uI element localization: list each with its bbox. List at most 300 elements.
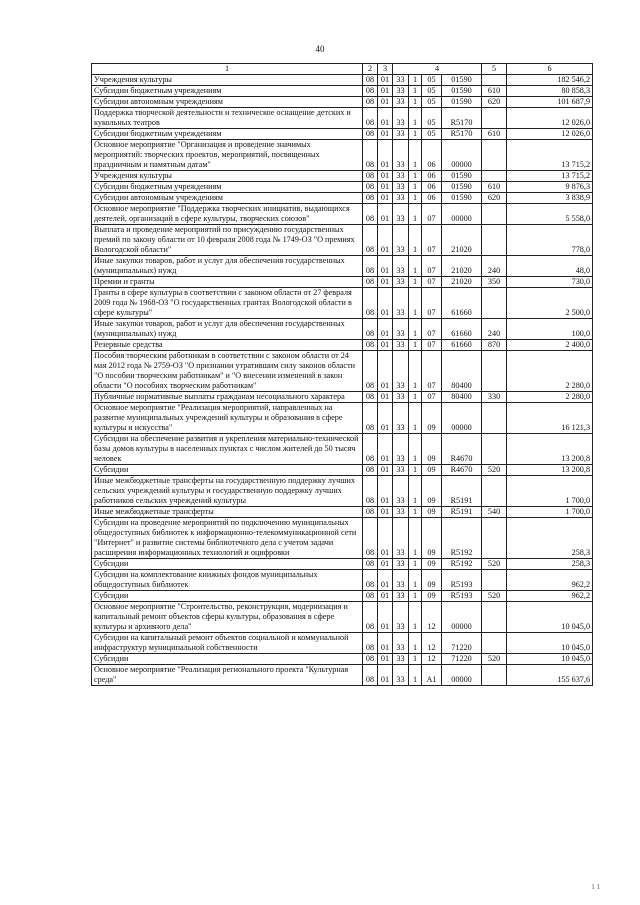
row-amount: 80 858,3 — [507, 86, 593, 97]
row-code-cell: 240 — [482, 319, 507, 340]
row-code-cell: 09 — [422, 559, 442, 570]
row-code-cell: 01 — [378, 256, 393, 277]
row-code-cell: 520 — [482, 559, 507, 570]
table-row — [92, 75, 593, 86]
row-code-cell: 33 — [393, 476, 409, 507]
row-code-cell: 01590 — [442, 75, 482, 86]
row-code-cell: 01 — [378, 602, 393, 633]
row-name: Иные закупки товаров, работ и услуг для обеспечения государственных (муниципальных) нужд — [92, 256, 363, 277]
row-code-cell: 1 — [409, 633, 422, 654]
row-code-cell: 1 — [409, 351, 422, 392]
row-code-cell: 01 — [378, 171, 393, 182]
row-code-cell: 08 — [363, 518, 378, 559]
row-code-cell: 09 — [422, 465, 442, 476]
row-code-cell — [482, 108, 507, 129]
table-row — [92, 86, 593, 97]
row-code-cell: 07 — [422, 256, 442, 277]
row-code-cell: 80400 — [442, 392, 482, 403]
row-code-cell: 610 — [482, 86, 507, 97]
row-amount: 100,0 — [507, 319, 593, 340]
row-code-cell: 01 — [378, 665, 393, 686]
row-code-cell: 33 — [393, 602, 409, 633]
table-row — [92, 507, 593, 518]
row-code-cell: 08 — [363, 319, 378, 340]
row-code-cell: 33 — [393, 340, 409, 351]
row-code-cell: 620 — [482, 97, 507, 108]
row-code-cell: 06 — [422, 171, 442, 182]
row-code-cell: 08 — [363, 225, 378, 256]
row-code-cell: 09 — [422, 476, 442, 507]
row-code-cell: 09 — [422, 507, 442, 518]
row-name: Основное мероприятие "Реализация регионального проекта "Культурная среда" — [92, 665, 363, 686]
row-code-cell: 33 — [393, 97, 409, 108]
row-code-cell: 1 — [409, 465, 422, 476]
row-name: Гранты в сфере культуры в соответствии с законом области от 27 февраля 2009 года № 1968-ОЗ "О государственных грантах Вологодской области в сфере культуры" — [92, 288, 363, 319]
budget-table — [91, 63, 593, 686]
row-code-cell: 61660 — [442, 319, 482, 340]
row-code-cell: 1 — [409, 507, 422, 518]
row-code-cell: 01 — [378, 75, 393, 86]
row-code-cell: 08 — [363, 256, 378, 277]
row-code-cell: 01 — [378, 193, 393, 204]
row-code-cell: 01 — [378, 97, 393, 108]
row-code-cell: 01 — [378, 465, 393, 476]
row-name: Субсидии на капитальный ремонт объектов социальной и коммунальной инфраструктур муниципальной собственности — [92, 633, 363, 654]
row-code-cell: 00000 — [442, 140, 482, 171]
row-code-cell: 01 — [378, 403, 393, 434]
row-amount: 101 687,9 — [507, 97, 593, 108]
row-code-cell: 09 — [422, 570, 442, 591]
row-name: Иные межбюджетные трансферты — [92, 507, 363, 518]
row-code-cell: 520 — [482, 654, 507, 665]
row-code-cell: 33 — [393, 129, 409, 140]
row-code-cell: 07 — [422, 392, 442, 403]
row-code-cell — [482, 351, 507, 392]
row-code-cell: R5193 — [442, 591, 482, 602]
table-row — [92, 129, 593, 140]
row-code-cell: R5170 — [442, 108, 482, 129]
header-cell: 1 — [92, 64, 363, 75]
row-code-cell — [482, 288, 507, 319]
row-code-cell: 07 — [422, 204, 442, 225]
table-row — [92, 403, 593, 434]
row-code-cell: 33 — [393, 171, 409, 182]
row-name: Основное мероприятие "Организация и проведение значимых мероприятий: творческих проектов, мероприятий, посвященных праздничным и памятным датам" — [92, 140, 363, 171]
header-cell: 6 — [507, 64, 593, 75]
row-code-cell: 05 — [422, 108, 442, 129]
row-code-cell: 540 — [482, 507, 507, 518]
row-code-cell: 08 — [363, 182, 378, 193]
row-code-cell: 00000 — [442, 602, 482, 633]
row-code-cell: 08 — [363, 392, 378, 403]
row-code-cell: 08 — [363, 591, 378, 602]
row-code-cell: 71220 — [442, 633, 482, 654]
table-row — [92, 476, 593, 507]
row-code-cell: 1 — [409, 591, 422, 602]
row-code-cell: A1 — [422, 665, 442, 686]
table-row — [92, 654, 593, 665]
table-row — [92, 340, 593, 351]
row-code-cell: 08 — [363, 340, 378, 351]
table-header-row — [92, 64, 593, 75]
table-row — [92, 351, 593, 392]
row-name: Субсидии на проведение мероприятий по подключению муниципальных общедоступных библиотек к информационно-телекоммуникационной сети "Интернет" и развитие системы библиотечного дела с учетом задачи расширения информационных технологий и оцифровки — [92, 518, 363, 559]
row-code-cell: 01 — [378, 507, 393, 518]
row-code-cell: 33 — [393, 225, 409, 256]
row-name: Резервные средства — [92, 340, 363, 351]
row-code-cell: 01 — [378, 319, 393, 340]
row-code-cell: 09 — [422, 591, 442, 602]
row-code-cell: 33 — [393, 182, 409, 193]
page-number: 40 — [315, 44, 325, 54]
row-code-cell: 08 — [363, 108, 378, 129]
row-code-cell: 330 — [482, 392, 507, 403]
row-code-cell: 01 — [378, 518, 393, 559]
row-code-cell: 1 — [409, 108, 422, 129]
row-code-cell: 01 — [378, 140, 393, 171]
row-code-cell: 00000 — [442, 403, 482, 434]
header-cell: 4 — [393, 64, 482, 75]
row-code-cell: 1 — [409, 559, 422, 570]
row-code-cell — [482, 518, 507, 559]
row-code-cell: 08 — [363, 633, 378, 654]
row-code-cell: 01590 — [442, 97, 482, 108]
row-code-cell: 01 — [378, 570, 393, 591]
row-code-cell: R5191 — [442, 476, 482, 507]
row-code-cell: 33 — [393, 288, 409, 319]
row-code-cell: 61660 — [442, 340, 482, 351]
row-amount: 258,3 — [507, 518, 593, 559]
row-code-cell: 05 — [422, 97, 442, 108]
row-amount: 962,2 — [507, 570, 593, 591]
row-name: Субсидии бюджетным учреждениям — [92, 182, 363, 193]
row-amount: 182 546,2 — [507, 75, 593, 86]
row-name: Основное мероприятие "Реализация мероприятий, направленных на развитие муниципальных учреждений культуры и образования в сфере культуры и искусства" — [92, 403, 363, 434]
table-row — [92, 171, 593, 182]
row-code-cell: 610 — [482, 182, 507, 193]
row-code-cell — [482, 434, 507, 465]
row-code-cell: 01 — [378, 633, 393, 654]
table-row — [92, 665, 593, 686]
row-code-cell: 1 — [409, 129, 422, 140]
row-code-cell: 21020 — [442, 256, 482, 277]
row-code-cell: 1 — [409, 225, 422, 256]
row-code-cell: 06 — [422, 140, 442, 171]
row-code-cell: 1 — [409, 204, 422, 225]
row-amount: 2 400,0 — [507, 340, 593, 351]
row-code-cell: 06 — [422, 182, 442, 193]
row-name: Премии и гранты — [92, 277, 363, 288]
table-row — [92, 204, 593, 225]
row-code-cell: 520 — [482, 465, 507, 476]
row-code-cell: 33 — [393, 351, 409, 392]
row-name: Субсидии — [92, 654, 363, 665]
row-name: Основное мероприятие "Поддержка творческих инициатив, выдающихся деятелей, организаций в сфере культуры, творческих союзов" — [92, 204, 363, 225]
row-code-cell: 1 — [409, 86, 422, 97]
row-code-cell: 08 — [363, 351, 378, 392]
row-code-cell: 33 — [393, 140, 409, 171]
row-code-cell: 33 — [393, 559, 409, 570]
row-code-cell: 12 — [422, 633, 442, 654]
row-code-cell: 33 — [393, 434, 409, 465]
row-amount: 2 280,0 — [507, 351, 593, 392]
header-cell: 5 — [482, 64, 507, 75]
row-code-cell: 09 — [422, 434, 442, 465]
row-amount: 12 026,0 — [507, 108, 593, 129]
row-code-cell: 1 — [409, 97, 422, 108]
table-row — [92, 182, 593, 193]
row-code-cell: 1 — [409, 434, 422, 465]
row-code-cell: 09 — [422, 518, 442, 559]
row-code-cell: 01590 — [442, 86, 482, 97]
row-name: Субсидии — [92, 591, 363, 602]
row-amount: 155 637,6 — [507, 665, 593, 686]
table-row — [92, 591, 593, 602]
row-amount: 10 045,0 — [507, 633, 593, 654]
row-code-cell: 21020 — [442, 225, 482, 256]
row-code-cell: 01 — [378, 86, 393, 97]
row-code-cell — [482, 171, 507, 182]
row-amount: 258,3 — [507, 559, 593, 570]
row-amount: 2 280,0 — [507, 392, 593, 403]
row-code-cell: 33 — [393, 204, 409, 225]
row-code-cell: 33 — [393, 665, 409, 686]
row-code-cell: R5191 — [442, 507, 482, 518]
row-name: Учреждения культуры — [92, 75, 363, 86]
row-code-cell: 33 — [393, 277, 409, 288]
row-amount: 13 715,2 — [507, 171, 593, 182]
row-code-cell: 08 — [363, 476, 378, 507]
row-code-cell: 08 — [363, 288, 378, 319]
row-code-cell: R4670 — [442, 434, 482, 465]
row-code-cell: 61660 — [442, 288, 482, 319]
row-code-cell: 08 — [363, 559, 378, 570]
table-row — [92, 392, 593, 403]
row-code-cell: R5193 — [442, 570, 482, 591]
row-code-cell: 610 — [482, 129, 507, 140]
row-amount: 1 700,0 — [507, 507, 593, 518]
row-name: Основное мероприятие "Строительство, реконструкция, модернизация и капитальный ремонт объектов сферы культуры, образования в сфере культуры и архивного дела" — [92, 602, 363, 633]
row-code-cell: 01 — [378, 288, 393, 319]
row-code-cell: 1 — [409, 602, 422, 633]
row-name: Пособия творческим работникам в соответствии с законом области от 24 мая 2012 года № 2759-ОЗ "О признании утратившим силу законов области "О пособии творческим работникам" и "О внесении изменений в закон области "О пособиях творческим работникам" — [92, 351, 363, 392]
table-row — [92, 108, 593, 129]
row-name: Субсидии бюджетным учреждениям — [92, 86, 363, 97]
row-name: Иные закупки товаров, работ и услуг для обеспечения государственных (муниципальных) нужд — [92, 319, 363, 340]
row-code-cell: 33 — [393, 392, 409, 403]
row-code-cell: 1 — [409, 277, 422, 288]
row-code-cell: 33 — [393, 591, 409, 602]
row-code-cell — [482, 633, 507, 654]
row-name: Выплата и проведение мероприятий по присуждению государственных премий по закону области от 10 февраля 2008 года № 1749-ОЗ "О премиях Вологодской области" — [92, 225, 363, 256]
row-code-cell: 12 — [422, 602, 442, 633]
header-cell: 3 — [378, 64, 393, 75]
row-code-cell: 01 — [378, 559, 393, 570]
row-code-cell: 80400 — [442, 351, 482, 392]
row-code-cell: 12 — [422, 654, 442, 665]
row-code-cell: 1 — [409, 570, 422, 591]
row-code-cell — [482, 75, 507, 86]
row-code-cell: 01 — [378, 591, 393, 602]
row-code-cell: 08 — [363, 97, 378, 108]
row-code-cell: 08 — [363, 86, 378, 97]
table-row — [92, 256, 593, 277]
row-amount: 13 200,8 — [507, 434, 593, 465]
row-code-cell: 08 — [363, 465, 378, 476]
table-row — [92, 570, 593, 591]
table-row — [92, 277, 593, 288]
row-code-cell: 1 — [409, 518, 422, 559]
row-code-cell: 07 — [422, 277, 442, 288]
row-code-cell: 01590 — [442, 193, 482, 204]
row-amount: 2 500,0 — [507, 288, 593, 319]
row-code-cell: 1 — [409, 319, 422, 340]
row-code-cell: R5192 — [442, 559, 482, 570]
row-code-cell: 01 — [378, 340, 393, 351]
row-code-cell: 1 — [409, 340, 422, 351]
row-name: Субсидии — [92, 465, 363, 476]
row-code-cell: 33 — [393, 75, 409, 86]
row-amount: 13 200,8 — [507, 465, 593, 476]
row-code-cell: 07 — [422, 319, 442, 340]
row-name: Публичные нормативные выплаты гражданам несоциального характера — [92, 392, 363, 403]
row-code-cell: 08 — [363, 75, 378, 86]
row-code-cell: 1 — [409, 392, 422, 403]
row-code-cell: 33 — [393, 518, 409, 559]
row-code-cell: 07 — [422, 351, 442, 392]
row-code-cell: 33 — [393, 403, 409, 434]
row-code-cell: 01590 — [442, 182, 482, 193]
row-code-cell: 07 — [422, 288, 442, 319]
row-code-cell: 07 — [422, 225, 442, 256]
row-code-cell: 01 — [378, 476, 393, 507]
row-code-cell: 01 — [378, 392, 393, 403]
table-row — [92, 193, 593, 204]
row-code-cell: 870 — [482, 340, 507, 351]
row-code-cell: 01 — [378, 434, 393, 465]
table-row — [92, 602, 593, 633]
footer-mark: 1 1 — [591, 883, 600, 891]
row-code-cell: 1 — [409, 182, 422, 193]
row-code-cell: 01 — [378, 351, 393, 392]
row-amount: 13 715,2 — [507, 140, 593, 171]
row-code-cell: 01 — [378, 225, 393, 256]
row-code-cell: 1 — [409, 654, 422, 665]
row-amount: 10 045,0 — [507, 654, 593, 665]
row-code-cell: 08 — [363, 403, 378, 434]
row-code-cell: 1 — [409, 288, 422, 319]
row-amount: 9 876,3 — [507, 182, 593, 193]
row-code-cell: 1 — [409, 171, 422, 182]
row-amount: 5 558,0 — [507, 204, 593, 225]
row-code-cell: 1 — [409, 193, 422, 204]
row-amount: 10 045,0 — [507, 602, 593, 633]
row-code-cell: 71220 — [442, 654, 482, 665]
row-code-cell — [482, 665, 507, 686]
row-code-cell: 33 — [393, 633, 409, 654]
row-code-cell: R4670 — [442, 465, 482, 476]
row-code-cell: 09 — [422, 403, 442, 434]
row-name: Субсидии автономным учреждениям — [92, 193, 363, 204]
row-name: Иные межбюджетные трансферты на государственную поддержку лучших сельских учреждений культуры и государственную поддержку лучших работников сельских учреждений культуры — [92, 476, 363, 507]
row-code-cell: 05 — [422, 86, 442, 97]
row-code-cell: 01 — [378, 108, 393, 129]
row-code-cell: 08 — [363, 204, 378, 225]
table-row — [92, 288, 593, 319]
row-code-cell: 33 — [393, 654, 409, 665]
row-code-cell — [482, 602, 507, 633]
row-name: Учреждения культуры — [92, 171, 363, 182]
table-row — [92, 140, 593, 171]
table-row — [92, 97, 593, 108]
row-code-cell: 01 — [378, 129, 393, 140]
row-code-cell: 33 — [393, 86, 409, 97]
row-amount: 730,0 — [507, 277, 593, 288]
row-code-cell — [482, 204, 507, 225]
row-code-cell: 01 — [378, 204, 393, 225]
row-code-cell: 1 — [409, 403, 422, 434]
table-row — [92, 434, 593, 465]
row-code-cell: 33 — [393, 319, 409, 340]
row-amount: 48,0 — [507, 256, 593, 277]
table-row — [92, 633, 593, 654]
table-row — [92, 319, 593, 340]
header-cell: 2 — [363, 64, 378, 75]
row-code-cell: 520 — [482, 591, 507, 602]
row-name: Субсидии бюджетным учреждениям — [92, 129, 363, 140]
row-code-cell: 08 — [363, 140, 378, 171]
row-code-cell: 33 — [393, 193, 409, 204]
row-code-cell: 240 — [482, 256, 507, 277]
table-row — [92, 518, 593, 559]
row-code-cell: 01 — [378, 182, 393, 193]
row-amount: 16 121,3 — [507, 403, 593, 434]
row-code-cell: 1 — [409, 665, 422, 686]
row-code-cell: 08 — [363, 277, 378, 288]
row-code-cell: 01590 — [442, 171, 482, 182]
row-amount: 1 700,0 — [507, 476, 593, 507]
row-code-cell: 1 — [409, 75, 422, 86]
row-code-cell — [482, 476, 507, 507]
row-code-cell: 33 — [393, 507, 409, 518]
table-row — [92, 559, 593, 570]
row-code-cell — [482, 570, 507, 591]
row-code-cell: 00000 — [442, 665, 482, 686]
row-amount: 778,0 — [507, 225, 593, 256]
row-name: Субсидии на комплектование книжных фондов муниципальных общедоступных библиотек — [92, 570, 363, 591]
row-code-cell: 08 — [363, 602, 378, 633]
row-amount: 962,2 — [507, 591, 593, 602]
row-code-cell: 05 — [422, 75, 442, 86]
row-code-cell: R5170 — [442, 129, 482, 140]
row-code-cell: 01 — [378, 654, 393, 665]
row-code-cell: 06 — [422, 193, 442, 204]
row-code-cell: 1 — [409, 476, 422, 507]
row-code-cell — [482, 403, 507, 434]
row-code-cell — [482, 140, 507, 171]
row-code-cell: 08 — [363, 171, 378, 182]
row-code-cell: 08 — [363, 129, 378, 140]
row-code-cell: 01 — [378, 277, 393, 288]
row-code-cell: 21020 — [442, 277, 482, 288]
row-code-cell: 05 — [422, 129, 442, 140]
row-code-cell: 33 — [393, 256, 409, 277]
row-code-cell: 33 — [393, 108, 409, 129]
row-name: Субсидии на обеспечение развития и укрепления материально-технической базы домов культуры в населенных пунктах с числом жителей до 50 тысяч человек — [92, 434, 363, 465]
row-code-cell: 620 — [482, 193, 507, 204]
row-code-cell: R5192 — [442, 518, 482, 559]
row-name: Субсидии автономным учреждениям — [92, 97, 363, 108]
